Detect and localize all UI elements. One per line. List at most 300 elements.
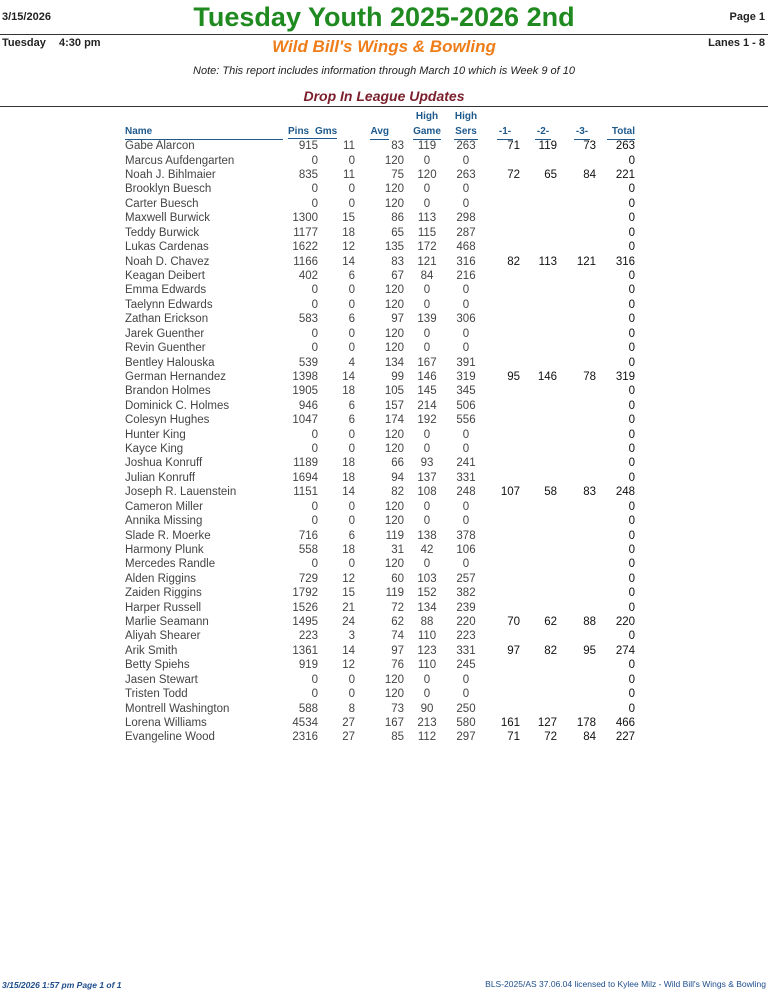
game-1-score: 71 <box>507 140 520 153</box>
report-note: Note: This report includes information through March 10 which is Week 9 of 10 <box>193 65 575 77</box>
col-header-high-sers: Sers <box>454 125 478 140</box>
series-total: 248 <box>615 486 635 499</box>
series-total: 0 <box>628 428 635 441</box>
average-value: 66 <box>391 457 404 470</box>
bowler-name: Julian Konruff <box>125 471 196 484</box>
game-2-score: 119 <box>538 140 557 153</box>
average-value: 99 <box>391 370 404 383</box>
pins-value: 0 <box>311 284 318 297</box>
table-row <box>0 168 768 182</box>
game-3-score: 121 <box>576 255 596 268</box>
bowler-name: Bentley Halouska <box>125 356 215 369</box>
table-row <box>0 154 768 168</box>
high-game-value: 103 <box>417 572 437 585</box>
bowler-name: Mercedes Randle <box>125 558 216 571</box>
average-value: 157 <box>384 399 404 412</box>
pins-value: 2316 <box>292 731 318 744</box>
high-game-value: 119 <box>417 140 437 153</box>
series-total: 0 <box>628 515 635 528</box>
high-game-value: 0 <box>423 558 431 571</box>
series-total: 0 <box>628 673 635 686</box>
bowler-name: Taelynn Edwards <box>125 298 213 311</box>
pins-value: 1151 <box>293 486 318 499</box>
table-row <box>0 182 768 196</box>
table-row <box>0 615 768 629</box>
games-value: 0 <box>348 515 355 528</box>
series-total: 0 <box>628 572 635 585</box>
high-series-value: 0 <box>462 443 470 456</box>
bowler-name: Zaiden Riggins <box>125 587 202 600</box>
average-value: 120 <box>384 443 404 456</box>
games-value: 14 <box>342 255 355 268</box>
high-game-value: 0 <box>423 298 431 311</box>
games-value: 15 <box>342 587 355 600</box>
high-series-value: 378 <box>456 529 476 542</box>
series-total: 274 <box>615 644 635 657</box>
high-game-value: 214 <box>417 399 437 412</box>
average-value: 120 <box>384 500 404 513</box>
high-series-value: 220 <box>456 616 476 629</box>
average-value: 120 <box>384 428 404 441</box>
high-game-value: 0 <box>423 443 431 456</box>
game-2-score: 72 <box>544 731 557 744</box>
high-series-value: 245 <box>456 659 476 672</box>
high-game-value: 0 <box>423 183 431 196</box>
series-total: 221 <box>615 169 635 182</box>
section-rule <box>0 106 768 107</box>
high-series-value: 241 <box>456 457 476 470</box>
bowler-name: Harmony Plunk <box>125 543 204 556</box>
bowler-name: Keagan Deibert <box>125 269 205 282</box>
series-total: 0 <box>628 471 635 484</box>
series-total: 0 <box>628 183 635 196</box>
footer-license: BLS-2025/AS 37.06.04 licensed to Kylee Milz - Wild Bill's Wings & Bowling <box>485 979 766 989</box>
series-total: 263 <box>615 140 635 153</box>
average-value: 31 <box>391 543 404 556</box>
series-total: 319 <box>615 370 635 383</box>
table-row <box>0 687 768 701</box>
series-total: 0 <box>628 688 635 701</box>
high-game-value: 0 <box>423 154 431 167</box>
games-value: 6 <box>348 269 355 282</box>
game-3-score: 83 <box>583 486 596 499</box>
bowler-name: Maxwell Burwick <box>125 212 210 225</box>
game-1-score: 95 <box>507 370 520 383</box>
pins-value: 1047 <box>292 414 318 427</box>
high-series-value: 0 <box>462 154 470 167</box>
high-series-value: 506 <box>456 399 476 412</box>
average-value: 85 <box>391 731 404 744</box>
high-game-value: 137 <box>417 471 437 484</box>
average-value: 120 <box>384 298 404 311</box>
pins-value: 729 <box>298 572 318 585</box>
col-header-game-3: -3- <box>574 125 590 140</box>
table-row <box>0 312 768 326</box>
high-game-value: 213 <box>417 717 437 729</box>
pins-value: 0 <box>311 673 318 686</box>
high-series-value: 316 <box>456 255 476 268</box>
high-series-value: 263 <box>456 140 476 153</box>
game-1-score: 71 <box>507 731 520 744</box>
table-row <box>0 356 768 370</box>
high-series-value: 0 <box>462 197 470 210</box>
high-series-value: 0 <box>462 515 470 528</box>
series-total: 0 <box>628 226 635 239</box>
pins-value: 919 <box>298 659 318 672</box>
high-series-value: 0 <box>462 183 470 196</box>
bowler-name: Kayce King <box>125 443 184 456</box>
average-value: 75 <box>391 169 404 182</box>
high-series-value: 0 <box>462 673 470 686</box>
high-game-value: 0 <box>423 284 431 297</box>
high-game-value: 110 <box>417 659 437 672</box>
col-header-game-2: -2- <box>535 125 551 140</box>
bowler-name: Jasen Stewart <box>125 673 198 686</box>
col-header-pins-underline <box>288 125 337 139</box>
col-header-total: Total <box>607 125 635 140</box>
high-series-value: 298 <box>456 212 476 225</box>
table-row <box>0 673 768 687</box>
lanes-range: Lanes 1 - 8 <box>708 37 765 49</box>
high-game-value: 110 <box>417 630 437 643</box>
games-value: 14 <box>342 644 355 657</box>
games-value: 18 <box>342 226 355 239</box>
pins-value: 1905 <box>292 385 318 398</box>
series-total: 0 <box>628 212 635 225</box>
games-value: 24 <box>342 616 355 629</box>
high-series-value: 263 <box>456 169 476 182</box>
high-series-value: 239 <box>456 601 476 614</box>
series-total: 0 <box>628 356 635 369</box>
games-value: 6 <box>348 529 355 542</box>
table-row <box>0 269 768 283</box>
col-header-pins: Pins <box>288 126 310 137</box>
bowler-name: Teddy Burwick <box>125 226 200 239</box>
table-row <box>0 572 768 586</box>
high-game-value: 0 <box>423 673 431 686</box>
table-row <box>0 500 768 514</box>
table-row <box>0 702 768 716</box>
game-2-score: 113 <box>538 255 557 268</box>
game-3-score: 178 <box>576 717 596 729</box>
pins-value: 1398 <box>292 370 318 383</box>
average-value: 120 <box>384 284 404 297</box>
series-total: 316 <box>615 255 635 268</box>
game-2-score: 58 <box>544 486 557 499</box>
table-row <box>0 413 768 427</box>
series-total: 0 <box>628 385 635 398</box>
bowler-name: Marlie Seamann <box>125 616 209 629</box>
games-value: 12 <box>342 241 355 254</box>
average-value: 94 <box>391 471 404 484</box>
pins-value: 835 <box>298 169 318 182</box>
average-value: 62 <box>391 616 404 629</box>
average-value: 119 <box>385 529 404 542</box>
high-game-value: 0 <box>423 342 431 355</box>
pins-value: 1694 <box>292 471 318 484</box>
pins-value: 4534 <box>292 717 318 729</box>
table-row <box>0 442 768 456</box>
bowler-name: Slade R. Moerke <box>125 529 211 542</box>
table-row <box>0 629 768 643</box>
high-game-value: 113 <box>417 212 437 225</box>
games-value: 21 <box>342 601 355 614</box>
col-header-high-game: Game <box>413 125 441 140</box>
league-day: Tuesday <box>2 37 46 49</box>
bowler-name: German Hernandez <box>125 370 226 383</box>
games-value: 0 <box>348 500 355 513</box>
bowler-name: Lukas Cardenas <box>125 241 209 254</box>
table-row <box>0 298 768 312</box>
table-row <box>0 529 768 543</box>
games-value: 0 <box>348 558 355 571</box>
games-value: 12 <box>342 572 355 585</box>
bowler-name: Marcus Aufdengarten <box>125 154 235 167</box>
games-value: 8 <box>348 702 355 715</box>
high-game-value: 0 <box>423 500 431 513</box>
game-1-score: 97 <box>507 644 520 657</box>
bowler-name: Cameron Miller <box>125 500 203 513</box>
high-game-value: 167 <box>417 356 437 369</box>
games-value: 0 <box>348 197 355 210</box>
high-series-value: 468 <box>456 241 476 254</box>
game-3-score: 84 <box>583 731 596 744</box>
high-game-value: 84 <box>420 269 434 282</box>
game-1-score: 72 <box>507 169 520 182</box>
series-total: 0 <box>628 342 635 355</box>
high-game-value: 123 <box>417 644 437 657</box>
high-series-value: 223 <box>456 630 476 643</box>
high-game-value: 88 <box>420 616 434 629</box>
high-series-value: 0 <box>462 342 470 355</box>
high-game-value: 0 <box>423 688 431 701</box>
high-series-value: 257 <box>456 572 476 585</box>
bowler-name: Gabe Alarcon <box>125 140 195 153</box>
bowler-name: Tristen Todd <box>125 688 188 701</box>
high-game-value: 90 <box>420 702 434 715</box>
game-2-score: 127 <box>537 717 557 729</box>
table-row <box>0 456 768 470</box>
games-value: 0 <box>348 298 355 311</box>
pins-value: 946 <box>298 399 318 412</box>
pins-value: 0 <box>311 298 318 311</box>
average-value: 119 <box>385 587 404 600</box>
games-value: 27 <box>342 717 355 729</box>
series-total: 0 <box>628 601 635 614</box>
pins-value: 558 <box>298 543 318 556</box>
average-value: 105 <box>384 385 404 398</box>
games-value: 0 <box>348 342 355 355</box>
table-row <box>0 557 768 571</box>
games-value: 6 <box>348 414 355 427</box>
footer-timestamp: 3/15/2026 1:57 pm Page 1 of 1 <box>2 980 122 990</box>
pins-value: 1361 <box>292 644 318 657</box>
average-value: 174 <box>384 414 404 427</box>
high-series-value: 306 <box>456 313 476 326</box>
bowler-name: Zathan Erickson <box>125 313 209 326</box>
games-value: 18 <box>342 385 355 398</box>
col-header-high-sers-top: High <box>454 111 478 122</box>
game-3-score: 84 <box>583 169 596 182</box>
pins-value: 1189 <box>293 457 318 470</box>
game-2-score: 82 <box>544 644 557 657</box>
col-header-high-game-top: High <box>415 111 439 122</box>
bowler-name: Harper Russell <box>125 601 202 614</box>
high-series-value: 0 <box>462 500 470 513</box>
series-total: 0 <box>628 241 635 254</box>
pins-value: 0 <box>311 183 318 196</box>
table-row <box>0 428 768 442</box>
bowler-name: Annika Missing <box>125 515 203 528</box>
pins-value: 588 <box>298 702 318 715</box>
pins-value: 1177 <box>293 226 318 239</box>
high-game-value: 112 <box>417 731 437 744</box>
average-value: 97 <box>391 313 404 326</box>
high-series-value: 0 <box>462 298 470 311</box>
games-value: 3 <box>348 630 355 643</box>
high-series-value: 331 <box>456 471 476 484</box>
average-value: 65 <box>391 226 404 239</box>
bowler-name: Noah D. Chavez <box>125 255 210 268</box>
series-total: 0 <box>628 558 635 571</box>
col-header-game-1: -1- <box>497 125 513 140</box>
high-series-value: 106 <box>456 543 476 556</box>
bowler-name: Revin Guenther <box>125 342 206 355</box>
high-game-value: 0 <box>423 197 431 210</box>
section-title: Drop In League Updates <box>303 88 465 104</box>
table-row <box>0 211 768 225</box>
game-3-score: 73 <box>583 140 596 153</box>
high-series-value: 580 <box>456 717 476 729</box>
pins-value: 223 <box>298 630 318 643</box>
series-total: 0 <box>628 284 635 297</box>
bowler-name: Joshua Konruff <box>125 457 203 470</box>
pins-value: 0 <box>311 154 318 167</box>
table-row <box>0 716 768 730</box>
high-series-value: 216 <box>456 269 476 282</box>
bowler-name: Evangeline Wood <box>125 731 215 744</box>
pins-value: 1526 <box>292 601 318 614</box>
average-value: 86 <box>391 212 404 225</box>
high-series-value: 0 <box>462 558 470 571</box>
games-value: 11 <box>343 169 355 182</box>
series-total: 227 <box>615 731 635 744</box>
page-number: Page 1 <box>729 11 765 23</box>
high-game-value: 152 <box>417 587 437 600</box>
header-rule <box>0 34 768 35</box>
pins-value: 1300 <box>292 212 318 225</box>
series-total: 0 <box>628 630 635 643</box>
series-total: 0 <box>628 702 635 715</box>
col-header-gms: Gms <box>315 126 338 137</box>
pins-value: 0 <box>311 327 318 340</box>
games-value: 27 <box>342 731 355 744</box>
average-value: 134 <box>384 356 404 369</box>
bowler-name: Jarek Guenther <box>125 327 205 340</box>
game-1-score: 70 <box>507 616 520 629</box>
high-series-value: 345 <box>456 385 476 398</box>
high-series-value: 391 <box>456 356 476 369</box>
high-game-value: 121 <box>417 255 437 268</box>
bowler-name: Colesyn Hughes <box>125 414 210 427</box>
high-series-value: 297 <box>456 731 476 744</box>
average-value: 120 <box>384 183 404 196</box>
pins-value: 539 <box>298 356 318 369</box>
game-3-score: 78 <box>583 370 596 383</box>
games-value: 0 <box>348 154 355 167</box>
table-row <box>0 399 768 413</box>
table-row <box>0 283 768 297</box>
col-header-avg: Avg <box>370 125 389 140</box>
games-value: 0 <box>348 428 355 441</box>
bowler-name: Brooklyn Buesch <box>125 183 212 196</box>
high-game-value: 145 <box>417 385 437 398</box>
high-series-value: 248 <box>456 486 476 499</box>
game-1-score: 107 <box>500 486 520 499</box>
high-game-value: 134 <box>417 601 437 614</box>
high-series-value: 0 <box>462 688 470 701</box>
high-game-value: 0 <box>423 428 431 441</box>
table-row <box>0 197 768 211</box>
average-value: 76 <box>391 659 404 672</box>
games-value: 18 <box>342 457 355 470</box>
pins-value: 716 <box>298 529 318 542</box>
average-value: 83 <box>391 140 404 153</box>
pins-value: 1166 <box>293 255 318 268</box>
bowler-name: Aliyah Shearer <box>125 630 201 643</box>
bowler-name: Noah J. Bihlmaier <box>125 169 216 182</box>
pins-value: 1495 <box>292 616 318 629</box>
bowler-name: Alden Riggins <box>125 572 196 585</box>
col-header-name: Name <box>125 125 283 140</box>
league-time: 4:30 pm <box>59 37 101 49</box>
series-total: 0 <box>628 154 635 167</box>
table-row <box>0 658 768 672</box>
pins-value: 1622 <box>292 241 318 254</box>
games-value: 6 <box>348 313 355 326</box>
series-total: 0 <box>628 197 635 210</box>
game-1-score: 161 <box>500 717 520 729</box>
high-series-value: 319 <box>456 370 476 383</box>
average-value: 120 <box>384 327 404 340</box>
average-value: 120 <box>384 197 404 210</box>
table-row <box>0 601 768 615</box>
games-value: 0 <box>348 443 355 456</box>
table-row <box>0 255 768 269</box>
table-row <box>0 471 768 485</box>
table-row <box>0 384 768 398</box>
series-total: 220 <box>615 616 635 629</box>
pins-value: 915 <box>298 140 318 153</box>
bowler-name: Hunter King <box>125 428 186 441</box>
games-value: 18 <box>342 543 355 556</box>
pins-value: 0 <box>311 500 318 513</box>
bowler-name: Betty Spiehs <box>125 659 190 672</box>
table-row <box>0 370 768 384</box>
high-game-value: 93 <box>420 457 434 470</box>
games-value: 12 <box>342 659 355 672</box>
bowler-name: Arik Smith <box>125 644 178 657</box>
game-2-score: 65 <box>544 169 557 182</box>
games-value: 0 <box>348 284 355 297</box>
table-row <box>0 543 768 557</box>
pins-value: 1792 <box>292 587 318 600</box>
bowler-name: Montrell Washington <box>125 702 230 715</box>
bowler-name: Joseph R. Lauenstein <box>125 486 237 499</box>
report-date: 3/15/2026 <box>2 11 51 23</box>
series-total: 0 <box>628 313 635 326</box>
games-value: 0 <box>348 673 355 686</box>
